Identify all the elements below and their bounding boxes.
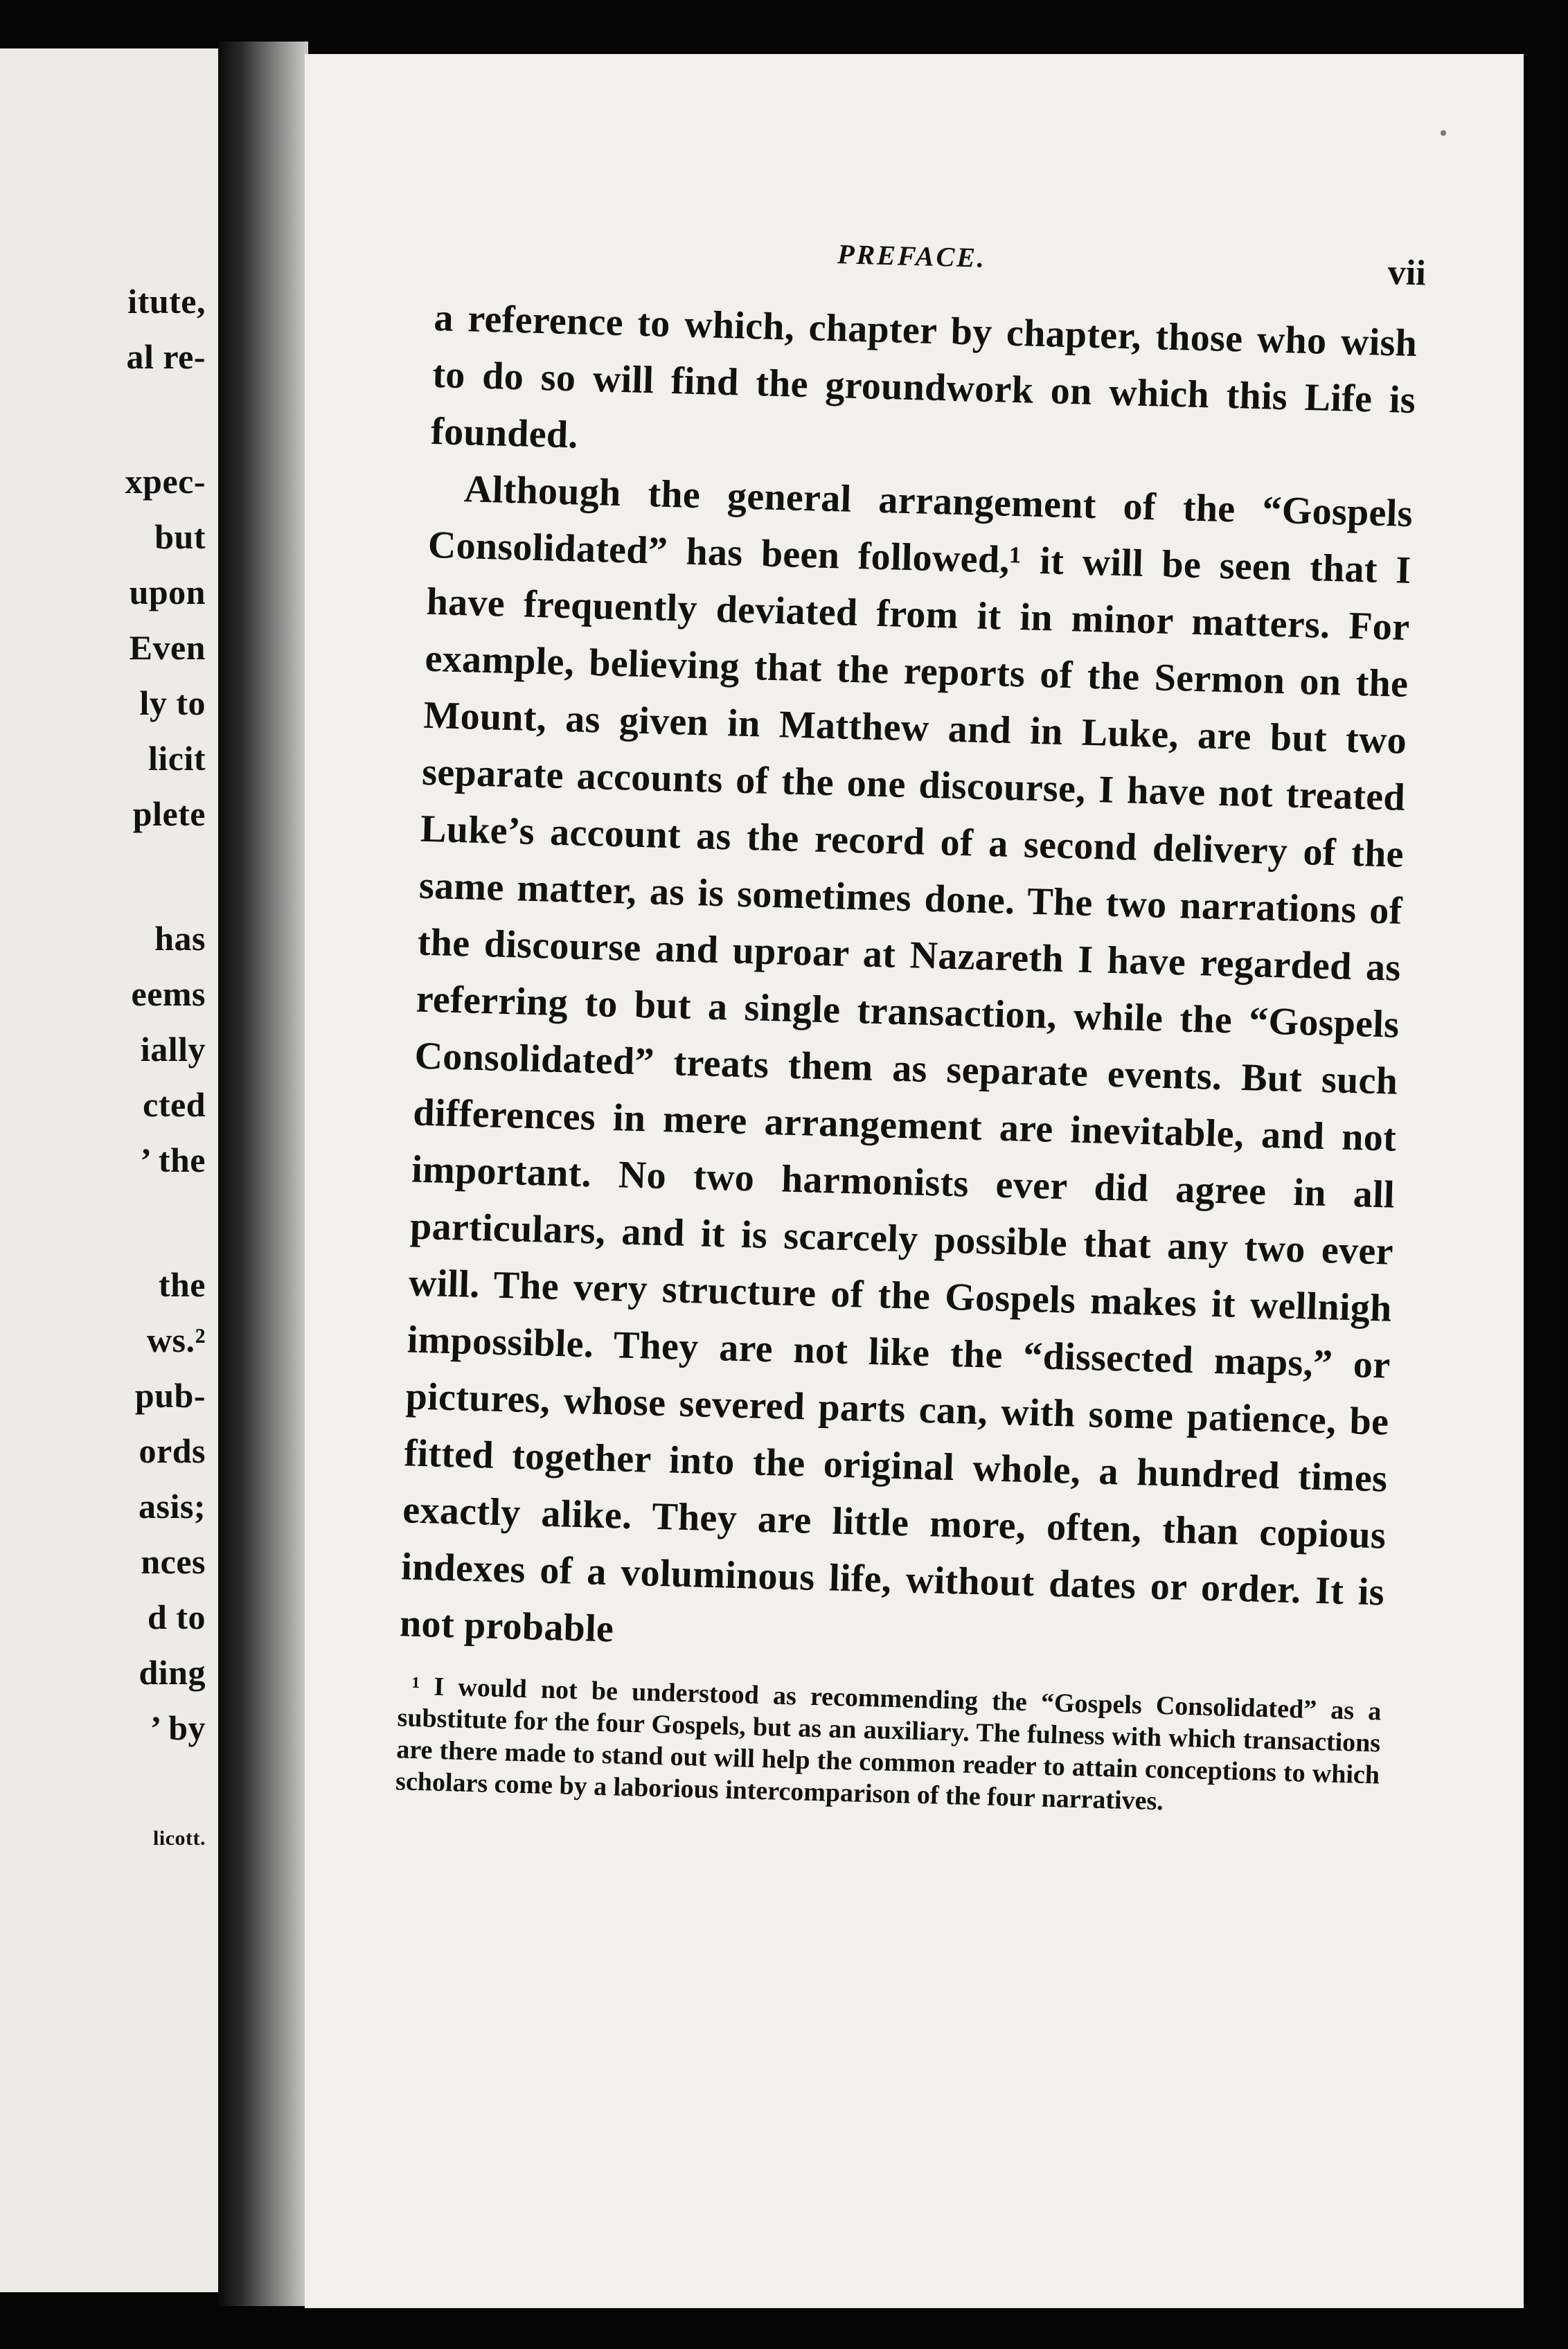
left-line: asis; — [139, 1487, 206, 1526]
scan-speck — [1441, 130, 1446, 136]
paragraph: a reference to which, chapter by chapter, those who wish to do so will find the groundwork on which this Life is founded. — [430, 296, 1418, 457]
running-title: PREFACE. — [837, 238, 987, 274]
left-line: but — [154, 517, 206, 556]
left-line: ws.² — [146, 1321, 206, 1359]
left-line: licit — [148, 739, 206, 778]
left-line: ords — [139, 1431, 206, 1470]
left-line: eems — [131, 974, 206, 1013]
left-line: ding — [139, 1653, 206, 1692]
main-page — [305, 54, 1524, 2308]
left-line: ly to — [139, 684, 206, 722]
body-text — [399, 289, 1418, 1677]
left-line: ially — [140, 1030, 206, 1069]
book-gutter-shadow — [218, 42, 308, 2306]
left-line: nces — [141, 1542, 206, 1581]
footnote: ¹ I would not be understood as recommending the “Gospels Consolidated” as a substitute for the four Gospels, but as an auxiliary. The fulness with which transactions are there made to stand out will help the common reader to attain conceptions to which scholars come by a laborious intercomparison of the four narratives. — [395, 1671, 1382, 1816]
page-content — [395, 227, 1427, 1823]
left-line: xpec- — [125, 462, 206, 501]
left-page-fragment — [0, 48, 222, 2292]
left-line: pub- — [134, 1376, 206, 1415]
left-line: upon — [129, 573, 206, 611]
paragraph: Although the general arrangement of the “Gospels Consolidated” has been followed,¹ it will be seen that I have frequently deviated from it in minor matters. For example, believing that the reports of the Sermon on the Mount, as given in Matthew and in Luke, are but two separate accounts of the one discourse, I have not treated Luke’s account as the record of a second delivery of the same matter, as is sometimes done. The two narrations of the discourse and uproar at Nazareth I have regarded as referring to but a single transaction, while the “Gospels Consolidated” treats them as separate events. But such differences in mere arrangement are inevitable, and not important. No two harmonists ever did agree in all particulars, and it is scarcely possible that any two ever will. The very structure of the Gospels makes it wellnigh impossible. They are not like the “dissected maps,” or pictures, whose severed parts can, with some patience, be fitted together into the original whole, a hundred times exactly alike. They are little more, often, than copious indexes of a voluminous life, without dates or order. It is not probable — [399, 467, 1414, 1651]
left-line: has — [154, 919, 206, 958]
left-line: the — [158, 1265, 206, 1304]
left-line: plete — [132, 794, 206, 833]
left-line: cted — [143, 1085, 206, 1124]
left-line: ’ by — [150, 1708, 206, 1747]
left-line: ’ the — [140, 1141, 206, 1179]
page-number: vii — [1387, 252, 1427, 294]
left-line: d to — [148, 1598, 206, 1636]
left-footnote-fragment: licott. — [153, 1827, 206, 1850]
left-line: Even — [129, 628, 206, 667]
left-line: itute, — [127, 282, 206, 321]
left-line: al re- — [126, 337, 206, 376]
